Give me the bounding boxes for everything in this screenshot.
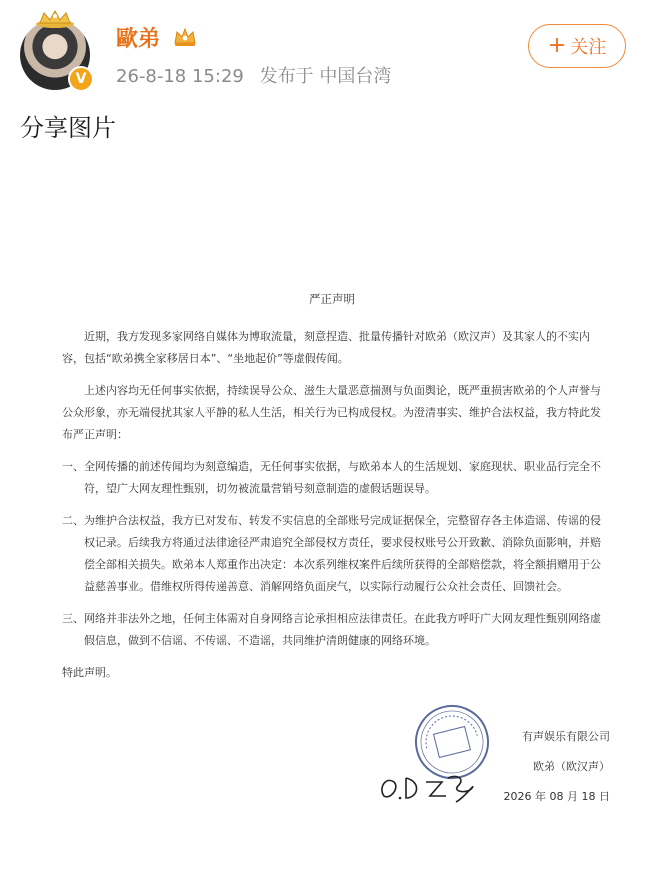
avatar-container[interactable] [18, 16, 92, 90]
post-location: 发布于 中国台湾 [259, 66, 392, 87]
statement-item: 一、全网传播的前述传闻均为刻意编造，无任何事实依据，与欧弟本人的生活规划、家庭现状、职业品行完全不符，望广大网友理性甄别，切勿被流量营销号刻意制造的虚假话题误导。 [62, 460, 601, 495]
statement-title: 严正声明 [309, 292, 355, 306]
company-name: 有声娱乐有限公司 [522, 730, 610, 743]
statement-item: 二、为维护合法权益，我方已对发布、转发不实信息的全部账号完成证据保全，完整留存各主体造谣、传谣的侵权记录。后续我方将通过法律途径严肃追究全部侵权方责任，要求侵权账号公开致歉、消除负面影响，并赔偿全部相关损失。欧弟本人郑重作出决定：本次系列维权案件后续所获得的全部赔偿款，将全额捐赠用于公益慈善事业。借维权所得传递善意、消解网络负面戾气，以实际行动履行公众社会责任、回馈社会。 [62, 514, 601, 593]
vip-crown-icon [172, 24, 198, 50]
post-timestamp: 26-8-18 15:29 [116, 66, 244, 87]
post-header [0, 0, 650, 100]
post-meta [116, 62, 401, 88]
signer-name: 欧弟（欧汉声） [533, 760, 610, 773]
follow-button[interactable] [528, 24, 626, 68]
statement-image[interactable] [62, 280, 602, 694]
handwritten-signature [376, 768, 486, 808]
statement-paragraph: 近期，我方发现多家网络自媒体为博取流量，刻意捏造、批量传播针对欧弟（欧汉声）及其家人的不实内容，包括“欧弟携全家移居日本”、“坐地起价”等虚假传闻。 [62, 330, 590, 365]
statement-paragraph: 上述内容均无任何事实依据，持续误导公众、滋生大量恶意揣测与负面舆论，既严重损害欧弟的个人声誉与公众形象，亦无端侵扰其家人平静的私人生活，相关行为已构成侵权。为澄清事实、维护合法权益，我方特此发布严正声明： [62, 384, 601, 441]
statement-closing: 特此声明。 [62, 666, 117, 679]
verified-icon: V [68, 66, 94, 92]
username[interactable]: 歐弟 [116, 27, 161, 52]
statement-item: 三、网络并非法外之地，任何主体需对自身网络言论承担相应法律责任。在此我方呼吁广大网友理性甄别网络虚假信息，做到不信谣、不传谣、不造谣，共同维护清朗健康的网络环境。 [62, 612, 601, 647]
statement-date: 2026 年 08 月 18 日 [503, 790, 610, 803]
crown-icon [34, 10, 76, 28]
post-text: 分享图片 [20, 114, 116, 142]
plus-icon: + [547, 33, 567, 58]
follow-label: 关注 [570, 37, 607, 58]
